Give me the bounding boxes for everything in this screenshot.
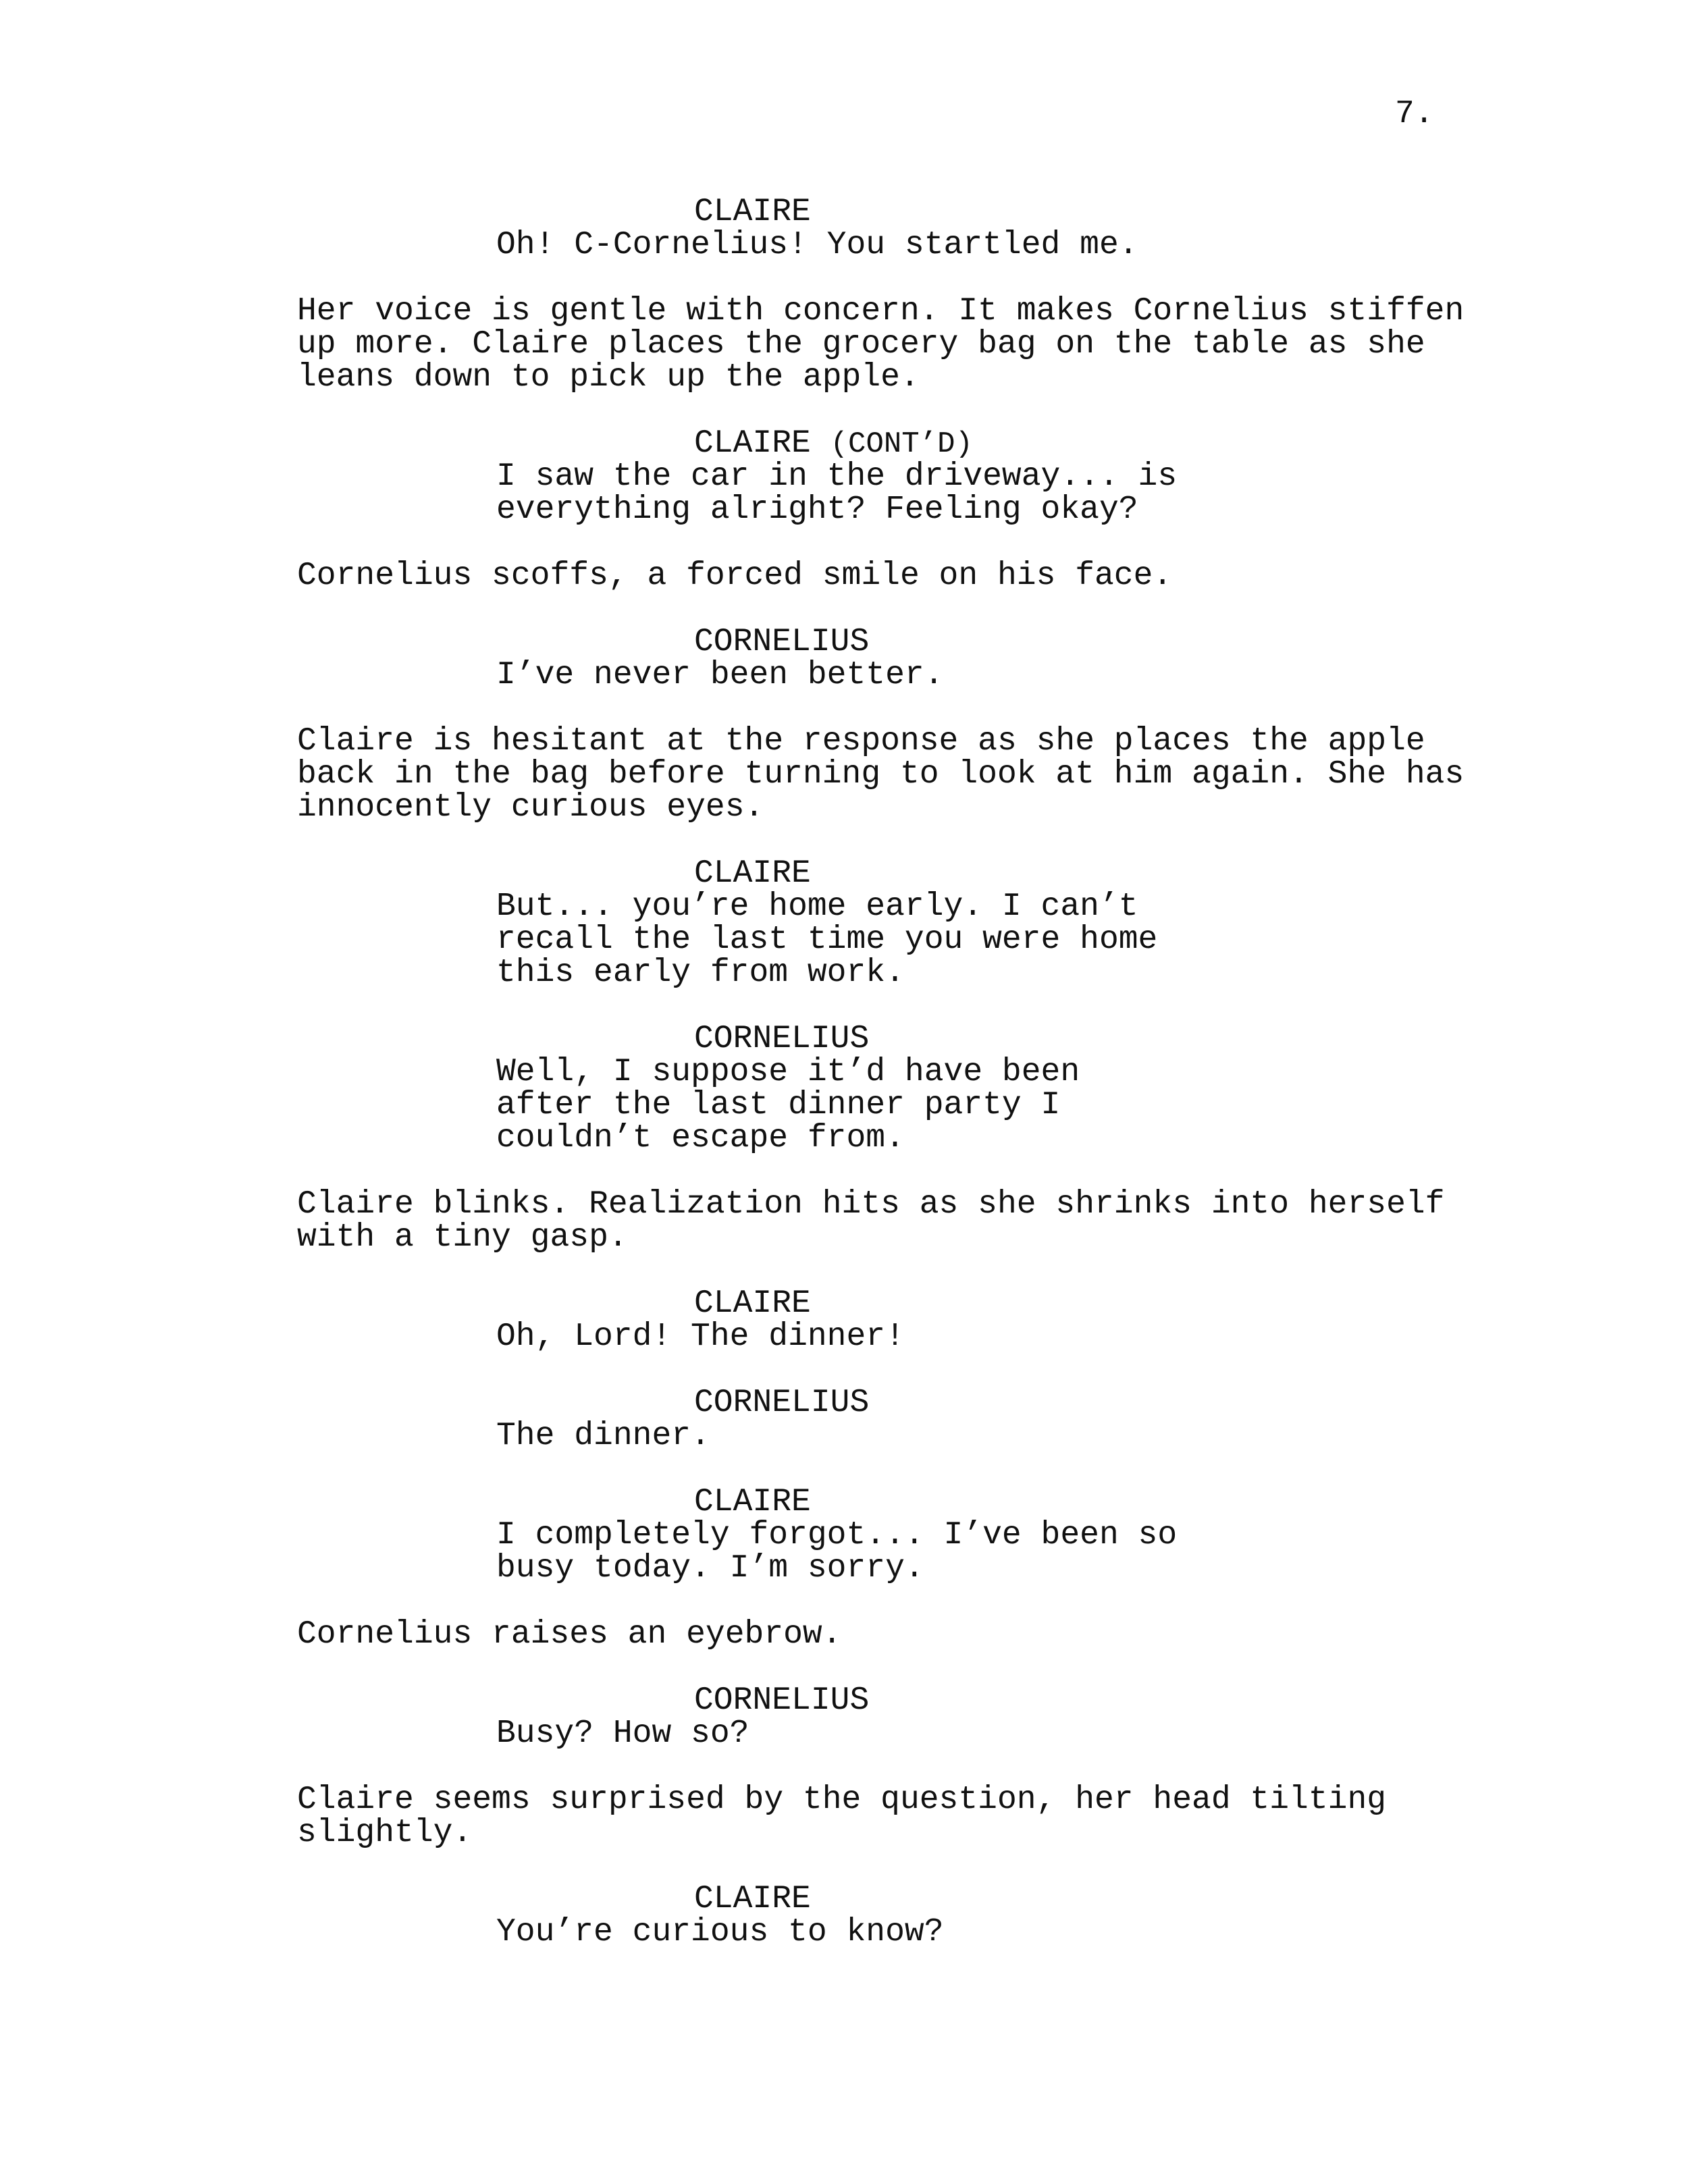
character-name: CORNELIUS (694, 1682, 870, 1719)
character-name: CLAIRE (694, 194, 811, 230)
character-name: CLAIRE (694, 855, 811, 892)
character-name: CORNELIUS (694, 624, 870, 660)
character-extension: (CONT’D) (830, 427, 973, 461)
dialogue-line: But... you’re home early. I can’t (496, 888, 1138, 925)
action-line: with a tiny gasp. (297, 1219, 628, 1256)
dialogue-line: I saw the car in the driveway... is (496, 458, 1178, 495)
action-line: Claire blinks. Realization hits as she shrinks into herself (297, 1186, 1445, 1223)
action-line: Cornelius raises an eyebrow. (297, 1616, 842, 1653)
action-line: Claire is hesitant at the response as she places the apple (297, 723, 1425, 760)
action-line: back in the bag before turning to look at him again. She has (297, 756, 1465, 793)
character-name: CORNELIUS (694, 1021, 870, 1057)
action-line: innocently curious eyes. (297, 789, 764, 826)
action-line: Her voice is gentle with concern. It makes Cornelius stiffen (297, 293, 1465, 329)
dialogue-line: Oh! C-Cornelius! You startled me. (496, 227, 1138, 263)
character-name: CLAIRE (CONT’D) (694, 425, 973, 462)
page-number: 7. (1395, 96, 1434, 132)
action-line: slightly. (297, 1815, 473, 1851)
action-line: Claire seems surprised by the question, her head tilting (297, 1782, 1387, 1818)
dialogue-line: The dinner. (496, 1418, 710, 1454)
action-line: up more. Claire places the grocery bag on the table as she (297, 326, 1425, 363)
character-name: CORNELIUS (694, 1385, 870, 1421)
dialogue-line: after the last dinner party I (496, 1087, 1061, 1123)
dialogue-line: couldn’t escape from. (496, 1120, 905, 1156)
action-line: Cornelius scoffs, a forced smile on his face. (297, 558, 1173, 594)
dialogue-line: busy today. I’m sorry. (496, 1550, 924, 1587)
dialogue-line: Oh, Lord! The dinner! (496, 1319, 905, 1355)
dialogue-line: You’re curious to know? (496, 1914, 944, 1950)
character-name: CLAIRE (694, 1484, 811, 1520)
dialogue-line: Busy? How so? (496, 1715, 749, 1752)
character-name: CLAIRE (694, 1285, 811, 1322)
dialogue-line: Well, I suppose it’d have been (496, 1054, 1080, 1090)
dialogue-line: everything alright? Feeling okay? (496, 491, 1138, 528)
dialogue-line: I completely forgot... I’ve been so (496, 1517, 1178, 1553)
dialogue-line: I’ve never been better. (496, 657, 944, 693)
dialogue-line: this early from work. (496, 955, 905, 991)
action-line: leans down to pick up the apple. (297, 359, 920, 396)
character-name: CLAIRE (694, 1881, 811, 1917)
dialogue-line: recall the last time you were home (496, 922, 1158, 958)
